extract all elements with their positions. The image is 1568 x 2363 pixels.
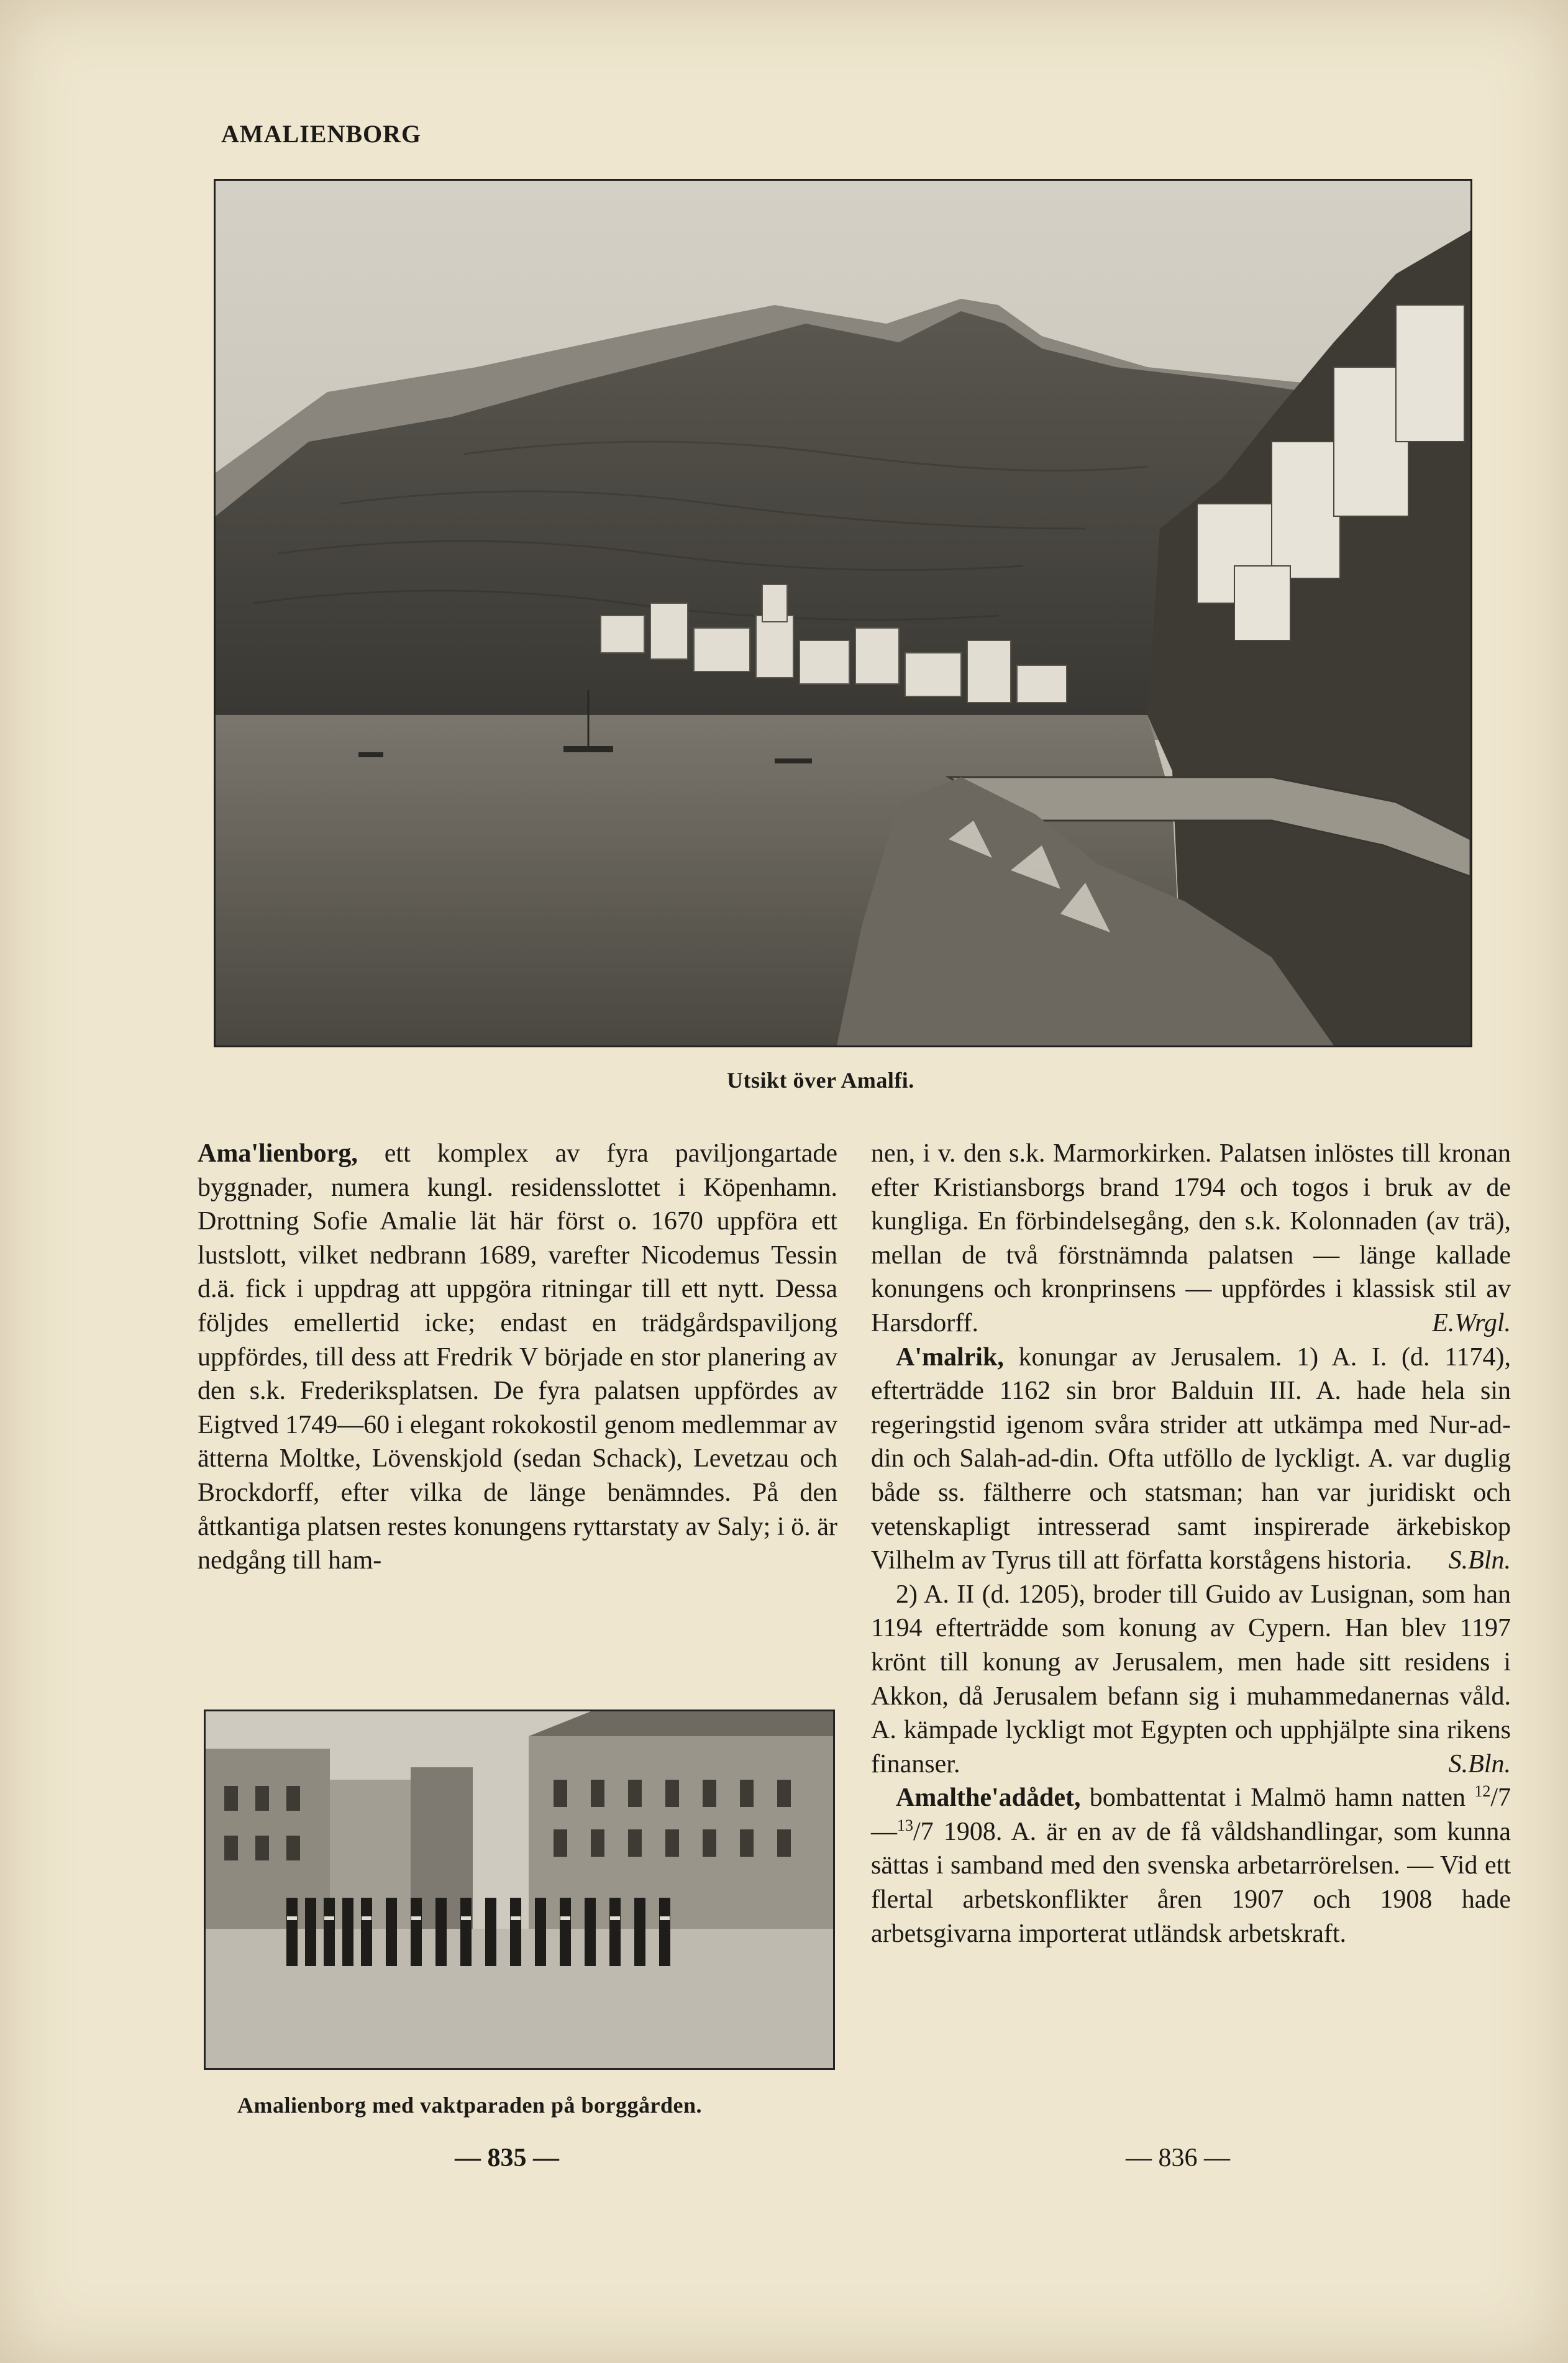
entry-amalthea-text-b: 1908. A. är en av de få våldshandlingar, som kunna sättas i samband med den svenska arbetarrörelsen. — Vid ett flertal arbetskonflikter åren 1907 och 1908 hade arbetsgivarna importerat utländsk arbetskraft. — [871, 1817, 1511, 1948]
signature-sbln-2: S.Bln. — [1448, 1749, 1511, 1778]
entry-amalrik-ii — [871, 1578, 1511, 1782]
amalfi-photo-illustration — [216, 181, 1470, 1045]
signature-ewrgl: E.Wrgl. — [1432, 1308, 1511, 1337]
amalfi-photo — [214, 179, 1472, 1047]
entry-amalthea-text-a: bombattentat i Malmö hamn natten — [1080, 1783, 1475, 1813]
date-2-sup: 13 — [897, 1816, 913, 1834]
amalfi-caption: Utsikt över Amalfi. — [727, 1068, 914, 1093]
running-header: AMALIENBORG — [221, 120, 422, 148]
entry-head-amalthea: Amalthe'adådet, — [896, 1783, 1081, 1813]
entry-amalthea — [871, 1781, 1511, 1951]
entry-amalienborg-continued-text: nen, i v. den s.k. Marmorkirken. Palatsen inlöstes till kronan efter Kristiansborgs brand 1794 och togos i bruk av de kungliga. En förbindelsegång, den s.k. Kolonnaden (av trä), mellan de två förstnämnda palatsen — länge kallade konungens och kronprinsens — uppfördes i klassisk stil av Harsdorff. — [871, 1139, 1511, 1337]
page-number-left: — 835 — — [455, 2144, 559, 2172]
signature-sbln-1: S.Bln. — [1448, 1546, 1511, 1575]
guard-parade-caption: Amalienborg med vaktparaden på borggården. — [237, 2093, 703, 2118]
entry-amalrik-text: konungar av Jerusalem. 1) A. I. (d. 1174), efterträdde 1162 sin bror Balduin III. A. hade hela sin regeringstid igenom svåra strider att utkämpa med Nur-ad-din och Salah-ad-din. Ofta utföllo de lyckligt. A. var duglig både ss. fältherre och statsman; han var juridiskt och vetenskapligt intresserad samt inspirerade ärkebiskop Vilhelm av Tyrus till att författa korstågens historia. — [871, 1342, 1511, 1575]
page-number-right: — 836 — — [1126, 2144, 1230, 2172]
entry-amalrik-ii-text: 2) A. II (d. 1205), broder till Guido av Lusignan, som han 1194 efterträdde som konung av Cypern. Han blev 1197 krönt till konung av Jerusalem, men hade sitt residens i Akkon, då Jerusalem befann sig i muhammedanernas våld. A. kämpade lyckligt mot Egypten och upphjälpte sina rikens finanser. — [871, 1580, 1511, 1778]
date-2-rest: /7 — [913, 1817, 934, 1846]
entry-amalienborg — [198, 1137, 837, 1578]
entry-head-amalienborg: Ama'lienborg, — [198, 1139, 358, 1168]
left-column — [198, 1137, 837, 1578]
entry-amalrik — [871, 1341, 1511, 1578]
guard-parade-illustration — [206, 1711, 833, 2068]
guard-parade-photo — [204, 1710, 835, 2070]
entry-head-amalrik: A'malrik, — [896, 1342, 1004, 1372]
entry-amalienborg-continued — [871, 1137, 1511, 1341]
entry-amalienborg-text: ett komplex av fyra paviljongartade byggnader, numera kungl. residensslottet i Köpenhamn. Drottning Sofie Amalie lät här först o. 1670 uppföra ett lustslott, vilket nedbrann 1689, varefter Nicodemus Tessin d.ä. fick i uppdrag att uppgöra ritningar till ett nytt. Dessa följdes emellertid icke; endast en trädgårdspaviljong uppfördes, till dess att Fredrik V började en stor planering av den s.k. Frederiksplatsen. De fyra palatsen uppfördes av Eigtved 1749—60 i elegant rokokostil genom medlemmar av ätterna Moltke, Lövenskjold (sedan Schack), Levetzau och Brockdorff, efter vilka de länge benämndes. På den åttkantiga platsen restes konungens ryttarstaty av Saly; i ö. är nedgång till ham- — [198, 1139, 837, 1575]
date-1-sup: 12 — [1474, 1782, 1491, 1801]
date-1-rest: /7— — [871, 1783, 1511, 1846]
right-column — [871, 1137, 1511, 1951]
